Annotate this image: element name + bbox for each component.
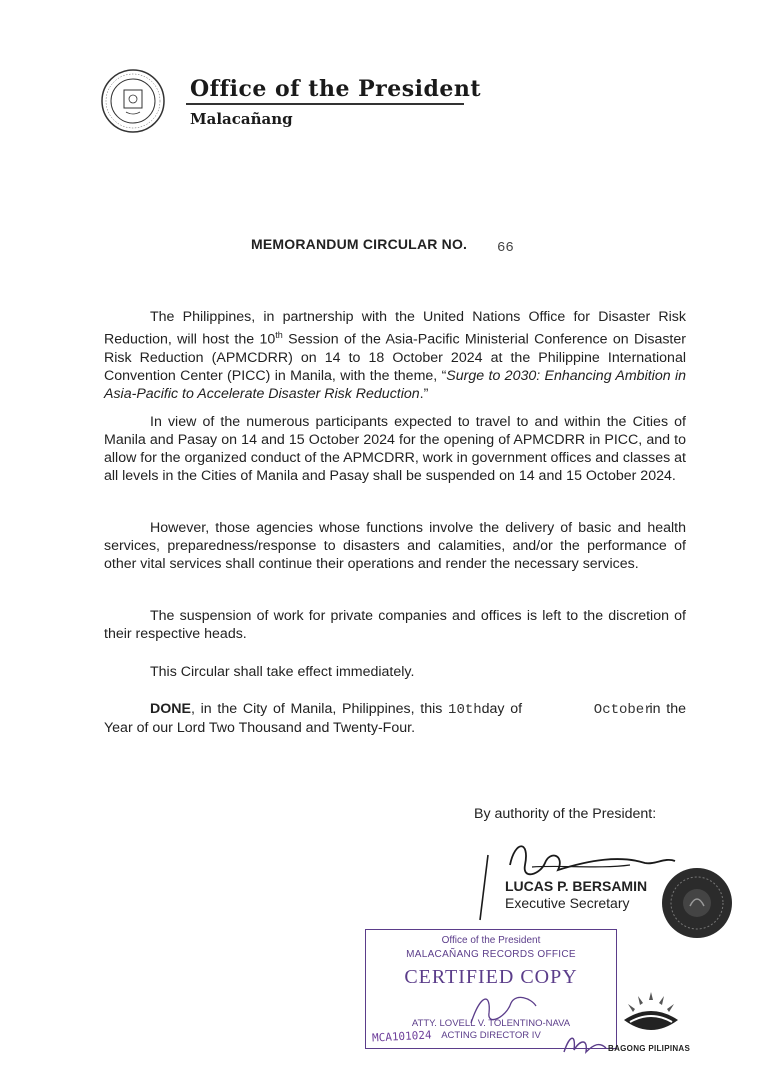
paragraph-3: However, those agencies whose functions involve the delivery of basic and health services, preparedness/response to disasters and calamities, and/or the performance of other vital services shall continue their operations and render the necessary services. <box>104 520 686 572</box>
stamp-control-code: MCA101024 <box>371 1028 432 1045</box>
presidential-seal-icon <box>100 68 166 134</box>
handwritten-initial-icon <box>560 1030 610 1058</box>
bagong-pilipinas-logo-icon <box>616 990 686 1040</box>
signer-title: Executive Secretary <box>505 895 630 911</box>
stamp-certified-copy: CERTIFIED COPY <box>404 966 578 988</box>
paragraph-1: The Philippines, in partnership with the United Nations Office for Disaster Risk Reduction, will host the 10th Session of the Asia-Pacific Ministerial Conference on Disaster Risk Reduction (APMCDRR) on 14 to 18 October 2024 at the Philippine International Convention Center (PICC) in Manila, with the theme, “Surge to 2030: Enhancing Ambition in Asia-Pacific to Accelerate Disaster Risk Reduction.” <box>104 309 686 402</box>
paragraph-4: The suspension of work for private companies and offices is left to the discretion of their respective heads. <box>104 608 686 642</box>
paragraph-2: In view of the numerous participants expected to travel to and within the Cities of Manila and Pasay on 14 and 15 October 2024 for the opening of APMCDRR in PICC, and to allow for the organized conduct of the APMCDRR, work in government offices and classes at all levels in the Cities of Manila and Pasay shall be suspended on 14 and 15 October 2024. <box>104 414 686 484</box>
typed-day: 10th <box>448 702 482 718</box>
paragraph-6: DONE, in the City of Manila, Philippines, this 10thday of October in the Year of our Lord Two Thousand and Twenty-Four. <box>104 701 686 736</box>
header-divider <box>186 103 464 105</box>
office-subtitle: Malacañang <box>190 110 293 128</box>
bagong-pilipinas-label: BAGONG PILIPINAS <box>608 1044 691 1053</box>
memo-heading: MEMORANDUM CIRCULAR NO. <box>251 236 468 252</box>
stamp-records-office: MALACAÑANG RECORDS OFFICE <box>406 949 576 960</box>
typed-month: October <box>593 702 653 718</box>
dry-seal-icon <box>660 866 734 940</box>
authority-line: By authority of the President: <box>474 806 657 822</box>
paragraph-5: This Circular shall take effect immediately. <box>150 664 415 680</box>
memo-number: 66 <box>497 240 514 256</box>
stamp-signatory-title: ACTING DIRECTOR IV <box>441 1030 541 1041</box>
stamp-office: Office of the President <box>441 935 541 946</box>
stamp-signatory: ATTY. LOVELL V. TOLENTINO-NAVA <box>411 1018 571 1029</box>
signer-name: LUCAS P. BERSAMIN <box>505 878 648 894</box>
office-title: Office of the President <box>190 76 482 102</box>
